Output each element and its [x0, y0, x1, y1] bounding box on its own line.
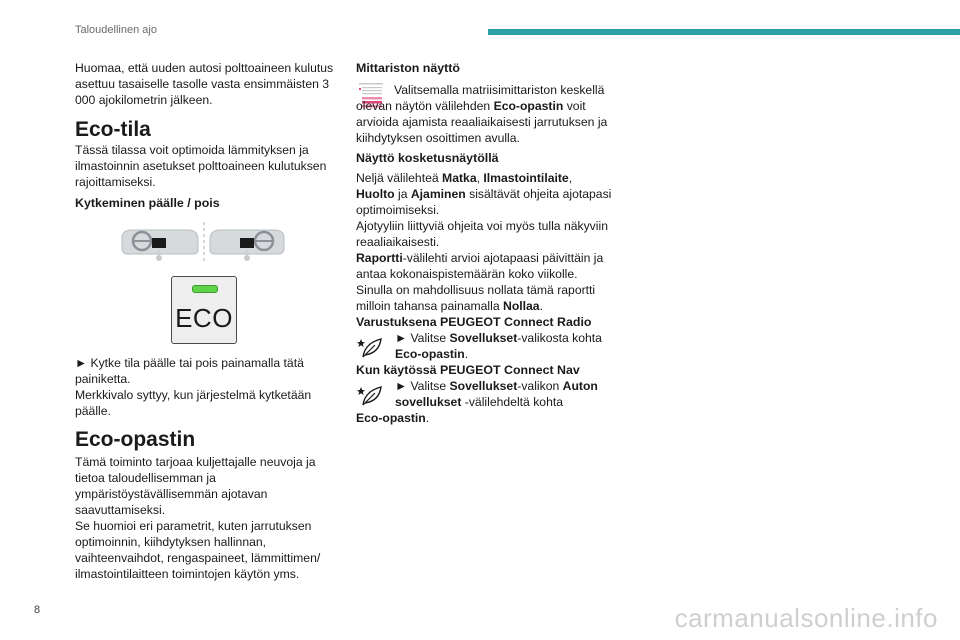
header-title: Taloudellinen ajo [75, 24, 157, 36]
eco-opastin-heading: Eco-opastin [75, 428, 196, 451]
watermark: carmanualsonline.info [674, 603, 938, 633]
header-accent-bar [488, 29, 960, 35]
radio-step: ► Valitse Sovellukset-valikosta kohta Eco-opastin. [395, 331, 602, 361]
mittaristo-text: Valitsemalla matriisimittariston keskellä olevan näytön välilehden Eco-opastin voit arvioida ajamista reaaliaikaisesti jarrutuksen ja kiihdytyksen osoittimen avulla. [356, 83, 608, 145]
eco-leaf-icon [357, 333, 385, 361]
nav-heading: Kun käytössä PEUGEOT Connect Nav [356, 363, 580, 377]
nav-step: ► Valitse Sovellukset-valikon Auton sovellukset -välilehdeltä kohta [395, 379, 598, 409]
eco-tila-subheading: Kytkeminen päälle / pois [75, 196, 220, 210]
eco-indicator-led [192, 285, 218, 293]
dashboard-illustration [118, 220, 288, 268]
radio-heading: Varustuksena PEUGEOT Connect Radio [356, 315, 592, 329]
eco-leaf-icon [357, 381, 385, 409]
eco-opastin-text: Tämä toiminto tarjoaa kuljettajalle neuvoja ja tietoa taloudellisemman ja ympäristöystävällisemmän ajotavan saavuttamiseksi. Se huomioi eri parametrit, kuten jarrutuksen optimoinnin, kiihdytyksen hallinnan, vaihteenvaihdot, rengaspaineet, lämmittimen/ ilmastointilaitteen toimintojen käytön yms. [75, 455, 321, 581]
page-number: 8 [34, 604, 41, 616]
kosketus-heading: Näyttö kosketusnäytöllä [356, 151, 499, 165]
eco-tila-text: Tässä tilassa voit optimoida lämmityksen ja ilmastoinnin asetukset polttoaineen kulutuksen rajoittamiseksi. [75, 143, 327, 189]
intro-paragraph: Huomaa, että uuden autosi polttoaineen kulutus asettuu tasaiselle tasolle vasta ensimmäisten 3 000 ajokilometrin jälkeen. [75, 61, 334, 107]
eco-button-label: ECO [175, 303, 233, 333]
eco-instruction: ► Kytke tila päälle tai pois painamalla tätä painiketta. Merkkivalo syttyy, kun järjestelmä kytketään päälle. [75, 356, 312, 418]
eco-tila-heading: Eco-tila [75, 118, 151, 141]
eco-button[interactable] [171, 276, 237, 344]
nav-step-end: Eco-opastin. [356, 411, 430, 425]
mittaristo-heading: Mittariston näyttö [356, 61, 460, 75]
kosketus-text: Neljä välilehteä Matka, Ilmastointilaite, Huolto ja Ajaminen sisältävät ohjeita ajotapasi optimoimiseksi. Ajotyyliin liittyviä ohjeita voi myös tulla näkyviin reaaliaikaisesti. Raportti-välilehti arvioi ajotapaasi päivittäin ja antaa kokonaispistemäärän koko viikolle. Sinulla on mahdollisuus nollata tämä raportti milloin tahansa painamalla Nollaa. [356, 171, 612, 313]
